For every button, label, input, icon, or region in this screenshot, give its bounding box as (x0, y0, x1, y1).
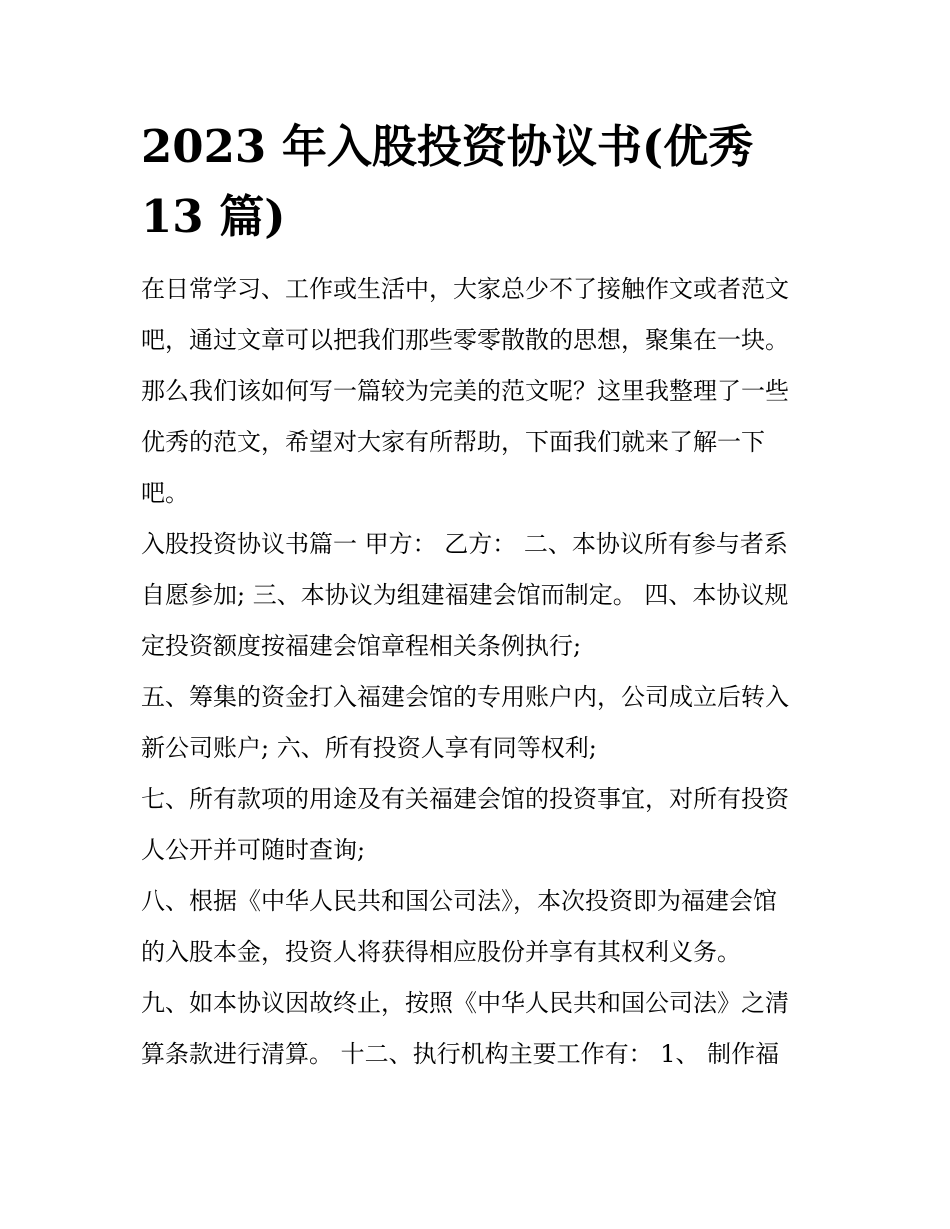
text-line: 人公开并可随时查询; (141, 836, 366, 864)
text-line: 五、筹集的资金打入福建会馆的专用账户内，公司成立后转入 (141, 683, 789, 711)
text-line: 那么我们该如何写一篇较为完美的范文呢？这里我整理了一些 (141, 377, 789, 405)
text-line: 自愿参加; 三、本协议为组建福建会馆而制定。 四、本协议规 (141, 581, 789, 609)
text-line: 优秀的范文，希望对大家有所帮助，下面我们就来了解一下 (141, 428, 765, 456)
clause-8-paragraph (141, 876, 821, 978)
clause-5-paragraph (141, 672, 821, 774)
agreement-paragraph-1 (141, 519, 821, 672)
title-line-2: 13 篇) (141, 190, 286, 243)
clause-9-paragraph (141, 978, 821, 1080)
intro-paragraph (141, 264, 821, 519)
document-body (141, 112, 821, 1080)
clause-7-paragraph (141, 774, 821, 876)
text-line: 算条款进行清算。 十二、执行机构主要工作有： 1、 制作福 (141, 1040, 780, 1068)
text-line: 九、如本协议因故终止，按照《中华人民共和国公司法》之清 (141, 989, 789, 1017)
document-title (141, 112, 821, 252)
text-line: 八、根据《中华人民共和国公司法》，本次投资即为福建会馆 (141, 887, 777, 915)
title-line-1: 2023 年入股投资协议书(优秀 (141, 120, 754, 173)
text-line: 新公司账户; 六、所有投资人享有同等权利; (141, 734, 597, 762)
text-line: 在日常学习、工作或生活中，大家总少不了接触作文或者范文 (141, 275, 789, 303)
text-line: 的入股本金，投资人将获得相应股份并享有其权利义务。 (141, 938, 741, 966)
text-line: 入股投资协议书篇一 甲方： 乙方： 二、本协议所有参与者系 (141, 530, 788, 558)
text-line: 吧，通过文章可以把我们那些零零散散的思想，聚集在一块。 (141, 326, 789, 354)
text-line: 吧。 (141, 479, 189, 507)
text-line: 七、所有款项的用途及有关福建会馆的投资事宜，对所有投资 (141, 785, 789, 813)
text-line: 定投资额度按福建会馆章程相关条例执行; (141, 632, 582, 660)
